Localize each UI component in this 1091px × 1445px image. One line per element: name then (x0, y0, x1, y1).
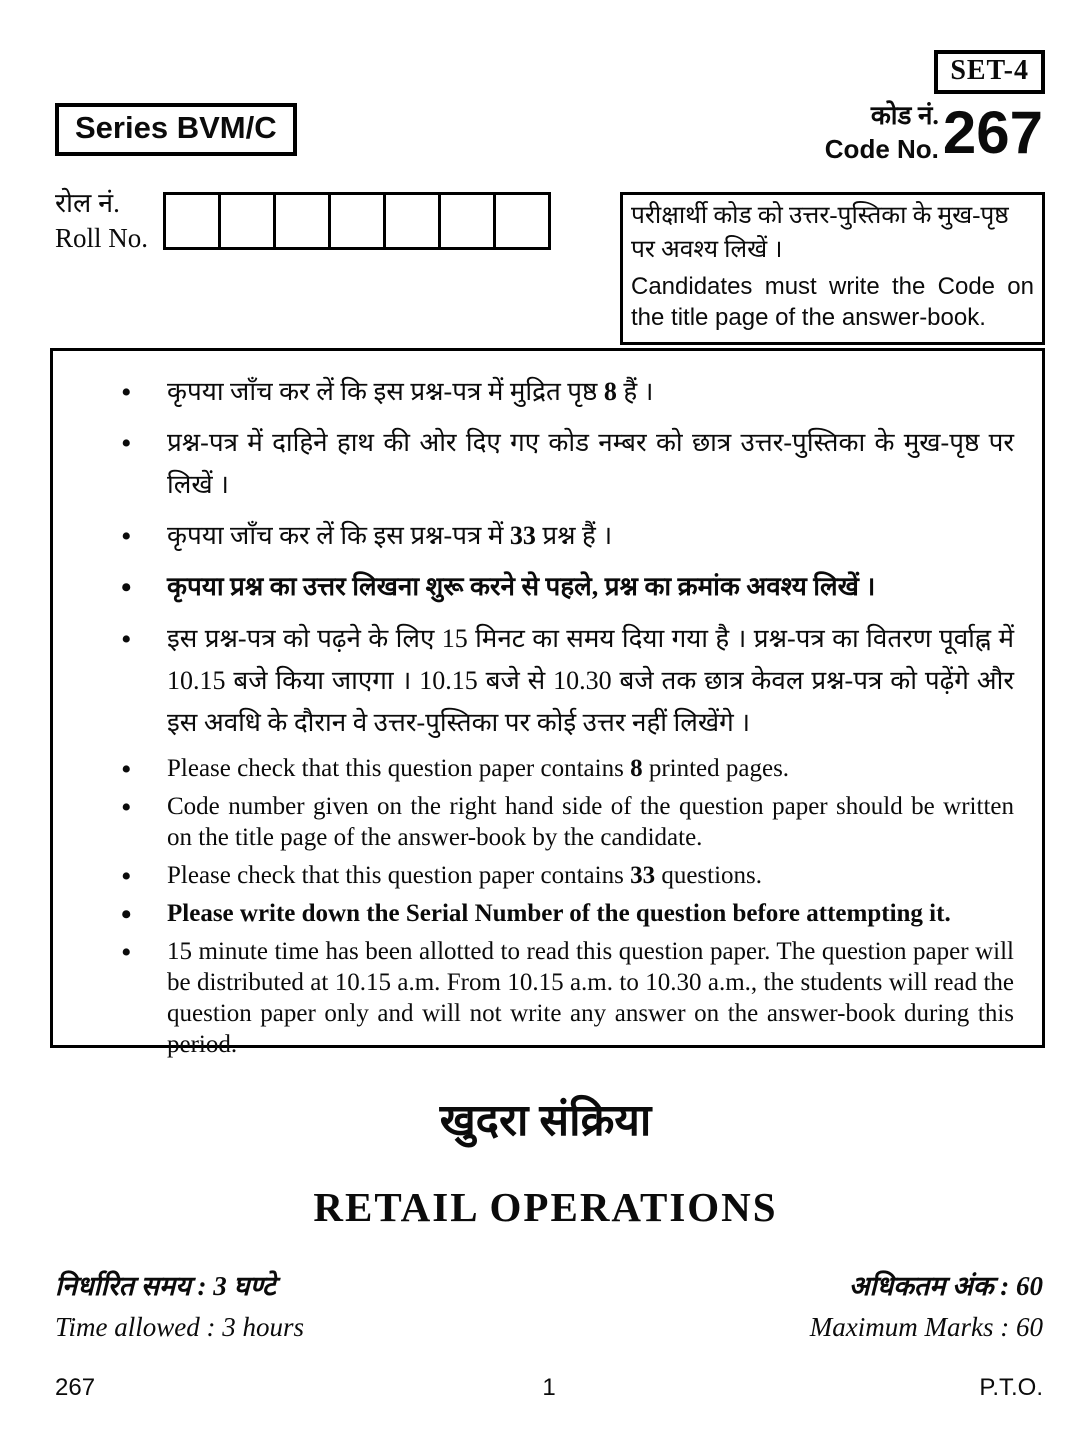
instruction-text: इस प्रश्न-पत्र को पढ़ने के लिए 15 मिनट का समय दिया गया है । प्रश्न-पत्र का वितरण पूर्वाह्न में 10.15 बजे किया जाएगा । 10.15 बजे से 10.30 बजे तक छात्र केवल प्रश्न-पत्र को पढ़ेंगे और इस अवधि के दौरान वे उत्तर-पुस्तिका पर कोई उत्तर नहीं लिखेंगे । (167, 623, 1014, 737)
roll-number-box (328, 192, 386, 250)
set-number-box (934, 50, 1045, 94)
subject-title-hindi: खुदरा संक्रिया (439, 1096, 652, 1145)
roll-number-box (438, 192, 496, 250)
roll-label-english: Roll No. (55, 222, 149, 253)
instruction-text: प्रश्न-पत्र में दाहिने हाथ की ओर दिए गए कोड नम्बर को छात्र उत्तर-पुस्तिका के मुख-पृष्ठ पर लिखें । (167, 428, 1014, 500)
page-footer (55, 1374, 1043, 1402)
instruction-text: कृपया प्रश्न का उत्तर लिखना शुरू करने से पहले, प्रश्न का क्रमांक अवश्य लिखें । (167, 572, 876, 602)
instruction-text: Code number given on the right hand side of the question paper should be written on the title page of the answer-book by the candidate. (167, 792, 1014, 851)
code-notice-hindi: परीक्षार्थी कोड को उत्तर-पुस्तिका के मुख-पृष्ठ पर अवश्य लिखें । (631, 202, 1009, 263)
instruction-text: कृपया जाँच कर लें कि इस प्रश्न-पत्र में मुद्रित पृष्ठ 8 हैं । (167, 377, 654, 406)
series-box (55, 103, 297, 156)
roll-number-boxes (163, 192, 551, 250)
set-number-label: SET-4 (950, 55, 1029, 86)
code-number-value: 267 (942, 98, 1043, 166)
roll-label-hindi: रोल नं. (55, 188, 120, 218)
roll-number-label (55, 186, 148, 255)
maximum-marks-hindi: अधिकतम अंक : 60 (848, 1271, 1043, 1301)
instruction-item (53, 618, 1018, 744)
instruction-text: Please check that this question paper contains 8 printed pages. (167, 754, 790, 782)
page-number: 1 (542, 1374, 556, 1401)
footer-code: 267 (55, 1374, 96, 1401)
instruction-text: 15 minute time has been allotted to read this question paper. The question paper will be distributed at 10.15 a.m. From 10.15 a.m. to 10.30 a.m., the students will read the question paper only and will not write any answer on the answer-book during this period. (167, 937, 1014, 1058)
time-allowed-hindi: निर्धारित समय : 3 घण्टे (55, 1271, 276, 1301)
code-labels (825, 100, 939, 165)
time-marks-row-english (55, 1312, 1043, 1343)
instruction-item (53, 936, 1018, 1060)
code-number-block (825, 100, 1043, 165)
series-label: Series BVM/C (75, 110, 277, 145)
roll-number-box (218, 192, 276, 250)
time-marks-row-hindi (55, 1266, 1043, 1303)
instruction-item (53, 422, 1018, 506)
instruction-item (53, 515, 1018, 557)
instruction-item (53, 860, 1018, 891)
instruction-text: कृपया जाँच कर लें कि इस प्रश्न-पत्र में 33 प्रश्न हैं । (167, 521, 613, 551)
instructions-list (53, 351, 1042, 1060)
roll-number-box (493, 192, 551, 250)
roll-number-box (163, 192, 221, 250)
instruction-item (53, 791, 1018, 853)
maximum-marks-english: Maximum Marks : 60 (809, 1312, 1043, 1342)
code-notice-box (620, 192, 1045, 345)
code-label-english: Code No. (824, 133, 939, 164)
code-notice-english: Candidates must write the Code on the title page of the answer-book. (631, 272, 1034, 332)
pto-label: P.T.O. (979, 1374, 1043, 1401)
time-allowed-english: Time allowed : 3 hours (55, 1312, 305, 1342)
roll-number-box (273, 192, 331, 250)
instruction-text: Please write down the Serial Number of the question before attempting it. (167, 899, 951, 927)
code-label-hindi: कोड नं. (870, 101, 939, 130)
instruction-item (53, 898, 1018, 929)
instruction-item (53, 371, 1018, 413)
instructions-box (50, 348, 1045, 1058)
instruction-item (53, 566, 1018, 608)
subject-title-english: RETAIL OPERATIONS (313, 1184, 778, 1230)
instruction-item (53, 753, 1018, 784)
roll-number-box (383, 192, 441, 250)
instruction-text: Please check that this question paper contains 33 questions. (167, 861, 763, 889)
